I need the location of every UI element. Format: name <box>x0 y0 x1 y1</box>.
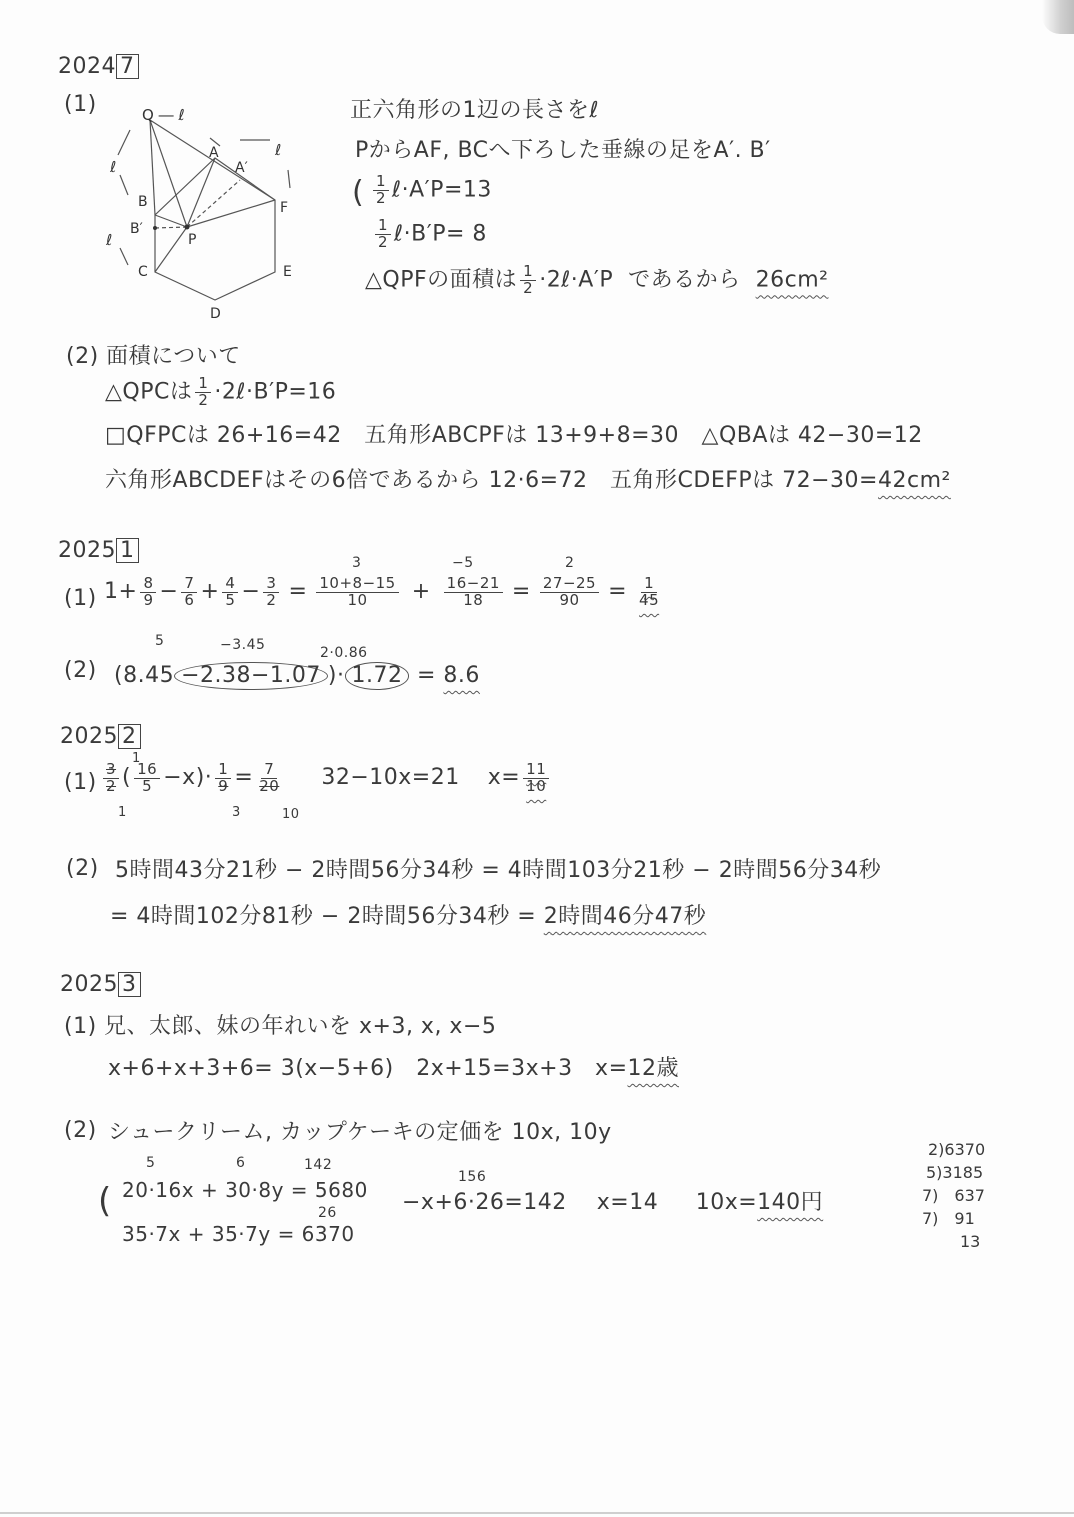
section-2025-2-heading: 2025 2 <box>60 724 141 749</box>
fraction: $\frac{1}{2}$ <box>195 376 211 409</box>
line-side-length: 正六角形の1辺の長さをℓ <box>350 98 600 123</box>
division-ladder: 2)6370 5)3185 7) 637 7) 91 13 <box>922 1140 986 1251</box>
system-eq-2: 35·7x + 35·7y = 6370 <box>122 1222 355 1246</box>
brace-icon: ( <box>352 175 365 210</box>
section-2024-7-heading <box>58 54 139 79</box>
diagram-label-q: Q ― ℓ <box>142 106 185 124</box>
answer: 140円 <box>757 1190 824 1215</box>
section-2025-1-heading: 2025 1 <box>58 538 139 563</box>
answer: 12歳 <box>627 1056 679 1081</box>
system-eq-1: 20·16x + 30·8y = 5680 <box>122 1178 368 1202</box>
answer: 42cm² <box>878 468 951 493</box>
answer-fraction: $\frac{1}{45}$ <box>639 574 660 609</box>
fraction: $\frac{27-25}{90}$ <box>540 576 599 609</box>
diagram-label-l-lower: ℓ <box>106 231 113 249</box>
answer: 8.6 <box>443 663 480 688</box>
diagram-label-p: P <box>188 232 197 248</box>
margin-note: 1 <box>118 805 127 820</box>
problem-number-box: 7 <box>116 54 139 79</box>
diagram-label-l-upper: ℓ <box>110 158 117 176</box>
part-label: (2) <box>64 658 97 683</box>
fraction: $\frac{16-21}{18}$ <box>444 576 503 609</box>
diagram-label-e: E <box>283 264 292 280</box>
part-label: (1) <box>64 92 97 117</box>
part-label: (1) <box>64 586 97 611</box>
line-area-qpc: △QPCは $\frac{1}{2}$ ·2ℓ·B′P=16 <box>105 374 337 409</box>
margin-note: 10 <box>282 807 300 822</box>
problem-number-box: 1 <box>116 538 139 563</box>
brace-icon: ( <box>98 1181 112 1221</box>
fraction: $\frac{16}{5}$ <box>134 762 160 795</box>
margin-note: 26 <box>318 1205 337 1221</box>
circled-term: −2.38−1.07 <box>174 662 328 690</box>
diagram-label-c: C <box>138 264 148 280</box>
diagram-label-a-prime: A′ <box>235 160 248 176</box>
expression-2: (8.45 −2.38−1.07 )· 1.72 = 8.6 <box>114 663 480 688</box>
answer: 2時間46分47秒 <box>543 904 707 929</box>
line-hexagon-area: 六角形ABCDEFはその6倍であるから 12·6=72 五角形CDEFPは 72−30=42cm² <box>105 468 951 493</box>
problem-number-box: 2 <box>118 724 141 749</box>
ages-line: 兄、太郎、妹の年れいを x+3, x, x−5 <box>104 1014 497 1039</box>
margin-note: 2 <box>565 555 575 571</box>
price-line: シュークリーム, カップケーキの定価を 10x, 10y <box>108 1120 612 1145</box>
fraction: $\frac{7}{20}$ <box>259 760 280 795</box>
part-label: (2) <box>66 856 99 881</box>
fraction: $\frac{8}{9}$ <box>140 576 156 609</box>
diagram-label-d: D <box>210 306 221 322</box>
diagram-label-b-prime: B′ <box>130 221 143 237</box>
time-line-1: 5時間43分21秒 − 2時間56分34秒 = 4時間103分21秒 − 2時間56分34秒 <box>115 858 882 883</box>
ages-equation: x+6+x+3+6= 3(x−5+6) 2x+15=3x+3 x=12歳 <box>108 1056 679 1081</box>
fraction: $\frac{4}{5}$ <box>222 576 238 609</box>
fraction: $\frac{1}{9}$ <box>215 762 231 795</box>
solve-line: −x+6·26=142 x=14 10x=140円 <box>402 1190 824 1215</box>
hexagon-diagram <box>100 100 310 330</box>
part-label: (2) <box>64 1118 97 1143</box>
circled-term: 1.72 <box>345 662 410 690</box>
diagram-label-l-right: ℓ <box>275 141 282 159</box>
fraction: $\frac{3}{2}$ <box>263 576 279 609</box>
hexagon-outline <box>155 158 275 300</box>
part-label: (1) <box>64 1014 97 1039</box>
diagram-label-a: A <box>209 145 219 161</box>
answer: 26cm² <box>755 267 829 293</box>
line-qfpc: □QFPCは 26+16=42 五角形ABCPFは 13+9+8=30 △QBAは 42−30=12 <box>105 423 923 448</box>
line-area-qpf: △QPFの面積は $\frac{1}{2}$ ·2ℓ·A′P であるから 26cm² <box>365 262 829 297</box>
margin-note: 1 <box>132 751 141 766</box>
equation-2: $\frac{1}{2}$ ℓ·B′P= 8 <box>372 218 487 251</box>
page-edge-line <box>0 1512 1074 1514</box>
equation-x: $\frac{3}{2}$ ( $\frac{16}{5}$ −x)· $\frac{1}{9}$ = $\frac{7}{20}$ 32−10x=21 x= $\frac{11}{10}$ <box>100 762 552 795</box>
line-perpendicular: PからAF, BCへ下ろした垂線の足をA′. B′ <box>355 138 771 163</box>
fraction: $\frac{1}{2}$ <box>520 264 536 297</box>
margin-note: 2·0.86 <box>320 645 368 661</box>
section-year: 2024 <box>58 54 116 79</box>
margin-note: 6 <box>236 1155 246 1171</box>
fraction: $\frac{10+8-15}{10}$ <box>316 576 398 609</box>
time-line-2: = 4時間102分81秒 − 2時間56分34秒 = 2時間46分47秒 <box>110 904 707 929</box>
margin-note: 5 <box>146 1155 156 1171</box>
fraction: $\frac{1}{2}$ <box>373 174 389 207</box>
diagram-label-f: F <box>280 200 289 216</box>
page-corner-shadow <box>1042 0 1074 34</box>
equation-1: $\frac{1}{2}$ ℓ·A′P=13 <box>370 174 492 207</box>
part-2-label: (2) 面積について <box>66 344 241 369</box>
margin-note: 3 <box>352 555 362 571</box>
fraction: $\frac{7}{6}$ <box>181 576 197 609</box>
expression-1: 1+ $\frac{8}{9}$ − $\frac{7}{6}$ + $\frac{4}{5}$ − $\frac{3}{2}$ = $\frac{10+8-15}{10}$ + $\frac{16-21}{18}$ = $\frac{27-25}{90}$ = $\frac{1}{45}$ <box>104 576 665 609</box>
margin-note: 5 <box>155 633 165 649</box>
margin-note: 156 <box>458 1169 487 1185</box>
margin-note: 3 <box>232 805 241 820</box>
part-label: (1) <box>64 770 97 795</box>
diagram-label-b: B <box>138 194 148 210</box>
fraction: $\frac{1}{2}$ <box>375 218 391 251</box>
section-2025-3-heading: 2025 3 <box>60 972 141 997</box>
answer-fraction: $\frac{11}{10}$ <box>523 762 549 795</box>
margin-note: −3.45 <box>220 637 266 653</box>
margin-note: 142 <box>304 1157 333 1173</box>
fraction: $\frac{3}{2}$ <box>103 762 119 795</box>
margin-note: −5 <box>452 555 474 571</box>
problem-number-box: 3 <box>118 972 141 997</box>
